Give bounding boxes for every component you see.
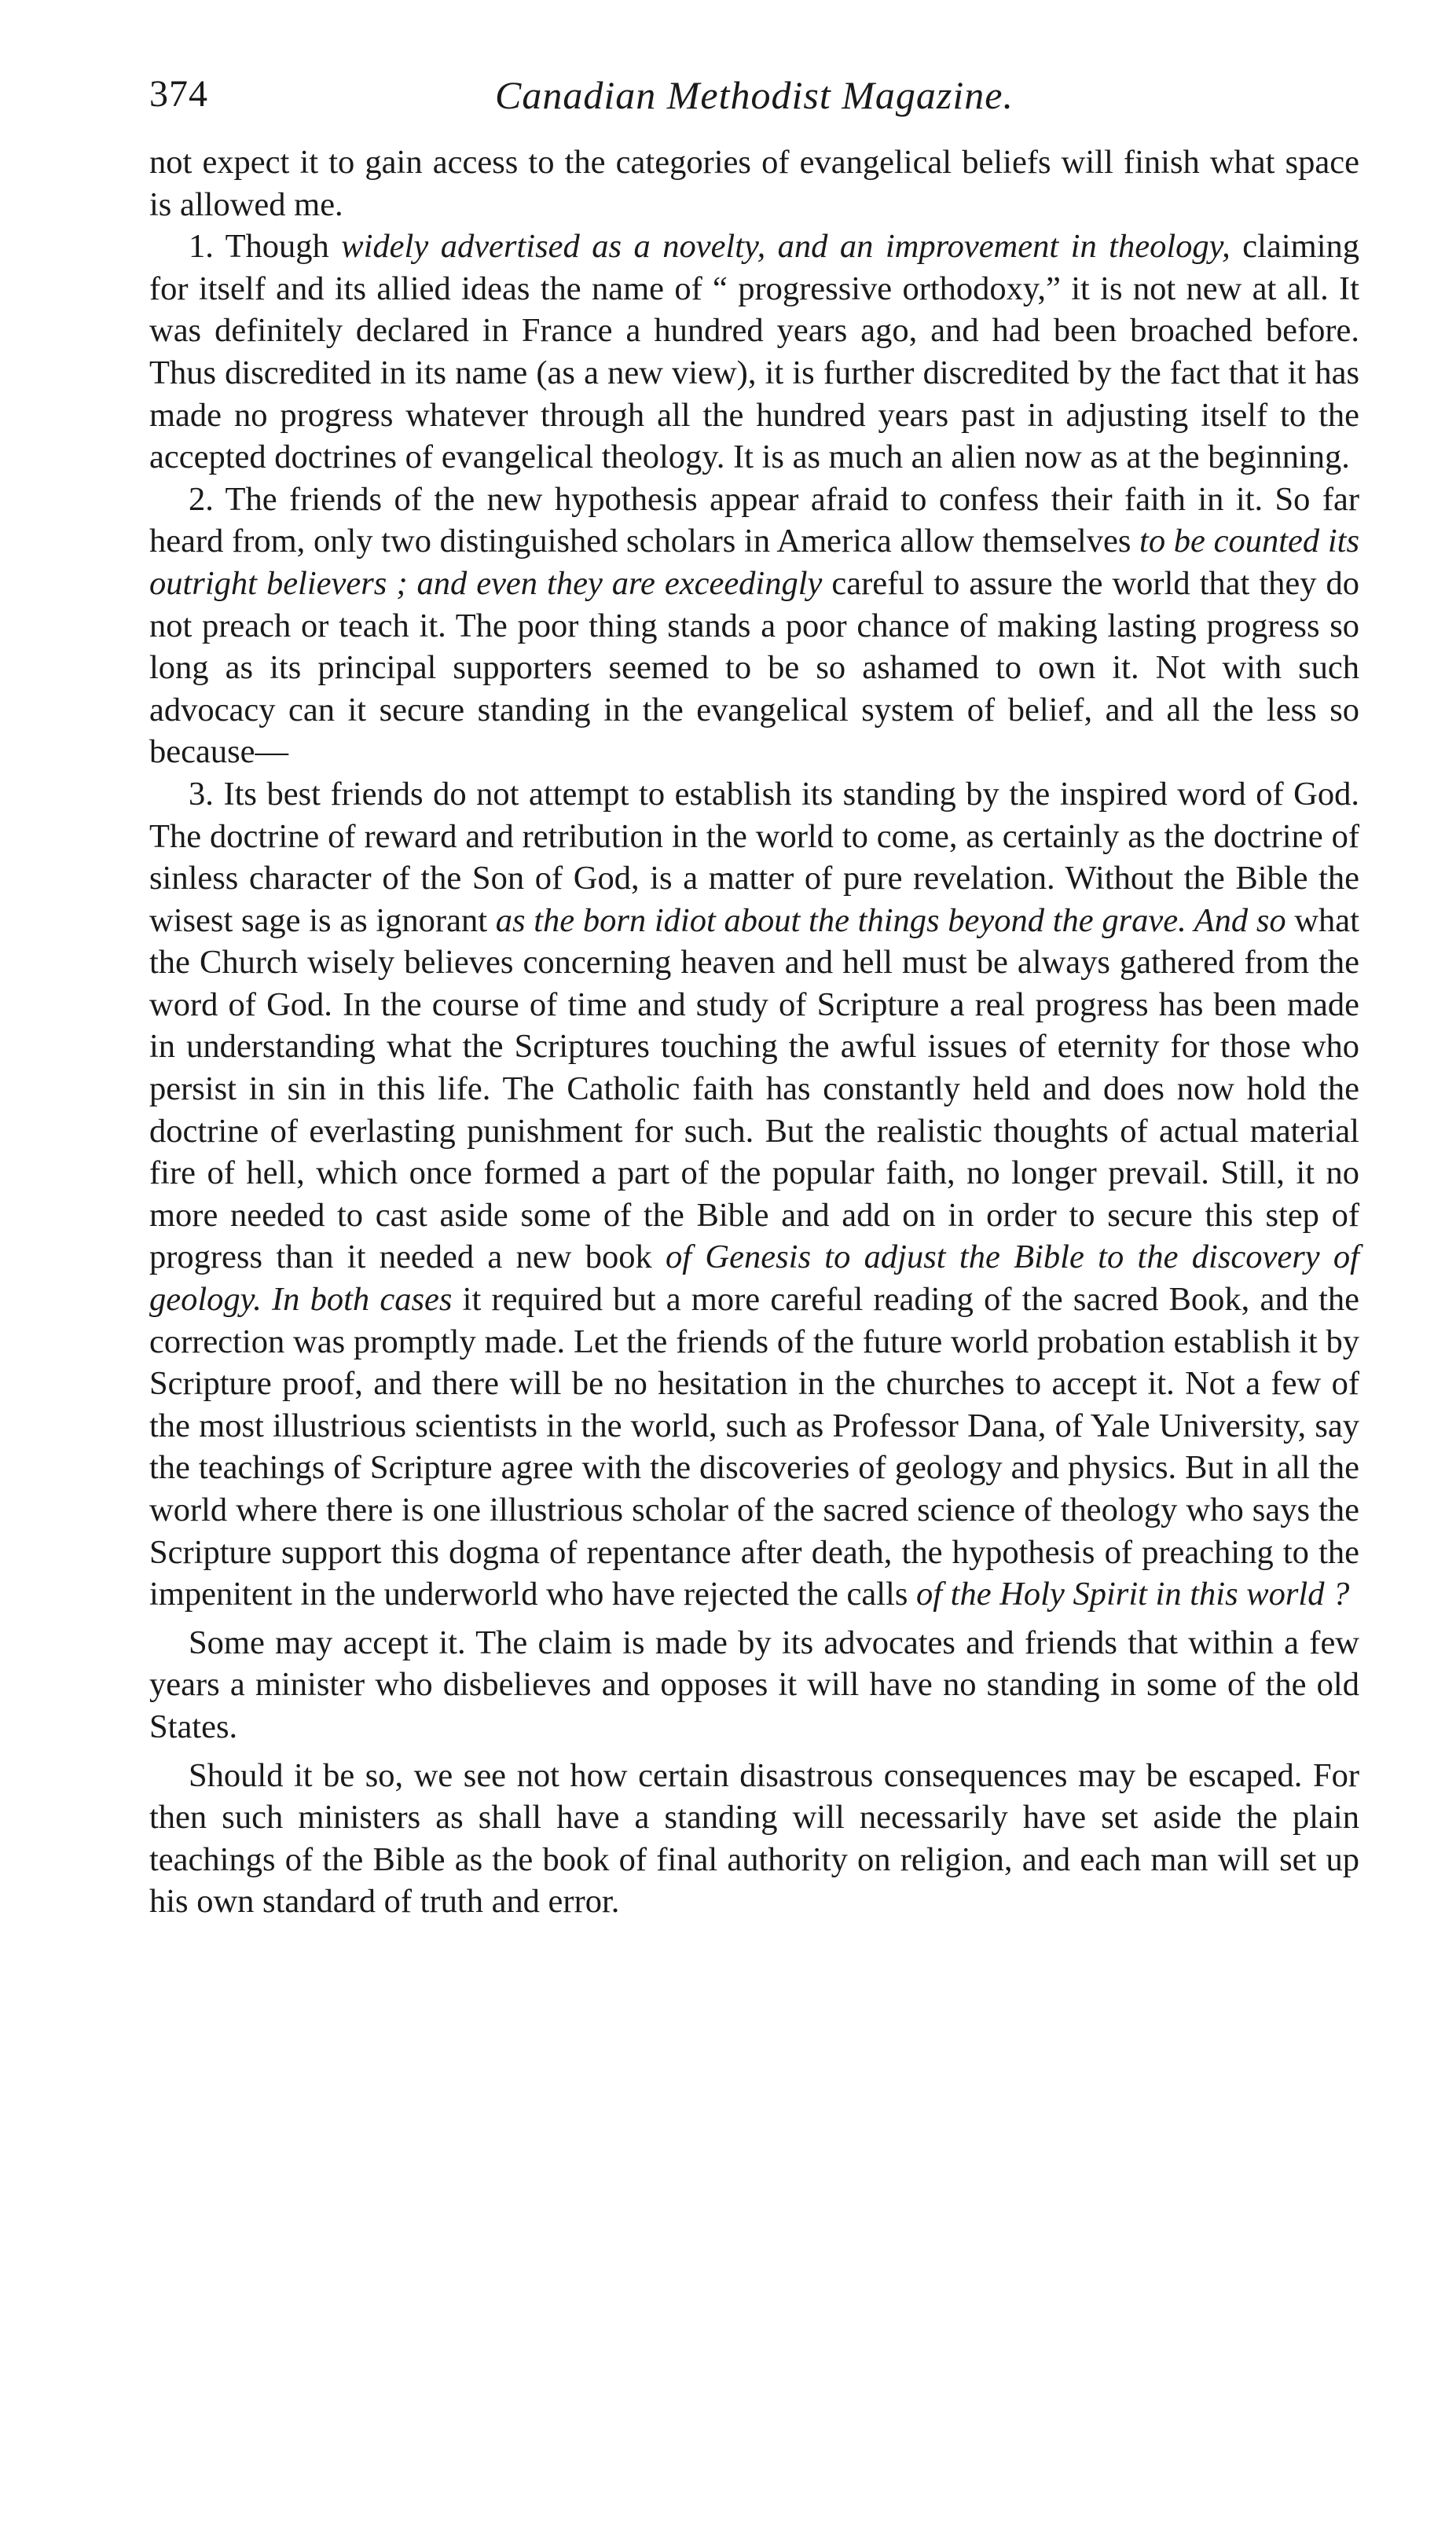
text-run: 2. The friends of the new hypothesis appear afraid to confess their faith in it. So far heard from, only two distinguished scholars in America allow themselves [149,480,1359,560]
journal-title: Canadian Methodist Magazine. [495,73,1014,117]
text-run: it required but a more careful reading of the sacred Book, and the correction was promptly made. Let the friends of the future world probation establish it by Scripture proof, and there will be no hesitation in the churches to accept it. Not a few of the most illustrious scientists in the world, such as Professor Dana, of Yale University, say the teachings of Scripture agree with the discoveries of geology and physics. But in all the world where there is one illustrious scholar of the sacred science of theology who says the Scripture support this dogma of repentance after death, the hypothesis of preaching to the impenitent in the underworld who have rejected the calls [149,1281,1359,1613]
italic-run: as the born idiot about the things beyond the grave. And so [495,901,1286,939]
italic-run: widely advertised as a novelty, and an improvement in theology, [341,228,1230,266]
italic-run: to be counted its outright believers ; and even they are exceedingly [149,523,1359,602]
text-run: Should it be so, we see not how certain disastrous consequences may be escaped. For then such ministers as shall have a standing will necessarily have set aside the plain teachings of the Bible as the book of final authority on religion, and each man will set up his own standard of truth and error. [149,1756,1359,1921]
paragraph-should-it-be-so [149,1755,1359,1923]
page-number: 374 [149,73,208,115]
paragraph-point-3 [149,773,1359,1616]
text-run: what the Church wisely believes concerning heaven and hell must be always gathered from the word of God. In the course of time and study of Scripture a real progress has been made in understanding what the Scriptures touching the awful issues of eternity for those who persist in sin in this life. The Catholic faith has constantly held and does now hold the doctrine of everlasting punishment for such. But the realistic thoughts of actual material fire of hell, which once formed a part of the popular faith, no longer prevail. Still, it no more needed to cast aside some of the Bible and add on in order to secure this step of progress than it needed a new book [149,901,1359,1276]
body-text [149,141,1359,1923]
italic-run: of the Holy Spirit in this world ? [916,1576,1350,1613]
text-run: claiming for itself and its allied ideas the name of “ progressive orthodoxy,” it is not new at all. It was definitely declared in France a hundred years ago, and had been broached before. Thus discredited in its name (as a new view), it is further discredited by the fact that it has made no progress whatever through all the hundred years past in adjusting itself to the accepted doctrines of evangelical theology. It is as much an alien now as at the beginning. [149,228,1359,476]
text-run: Some may accept it. The claim is made by its advocates and friends that within a few years a minister who disbelieves and opposes it will have no standing in some of the old States. [149,1624,1359,1745]
text-run: 1. Though [189,228,342,266]
paragraph-continuation [149,141,1359,226]
paragraph-point-2 [149,479,1359,773]
text-run: 3. Its best friends do not attempt to establish its standing by the inspired word of God. The doctrine of reward and retribution in the world to come, as certainly as the doctrine of sinless character of the Son of God, is a matter of pure revelation. Without the Bible the wisest sage is as ignorant [149,775,1359,939]
italic-run: of Genesis to adjust the Bible to the discovery of geology. In both cases [149,1238,1359,1319]
text-run: not expect it to gain access to the categories of evangelical beliefs will finish what space is allowed me. [149,144,1359,223]
paragraph-point-1 [149,226,1359,479]
running-head [149,63,1359,135]
page [149,63,1359,1923]
text-run: careful to assure the world that they do not preach or teach it. The poor thing stands a poor chance of making lasting progress so long as its principal supporters seemed to be so ashamed to own it. Not with such advocacy can it secure standing in the evangelical system of belief, and all the less so because— [149,564,1360,771]
paragraph-some-may-accept [149,1622,1359,1749]
